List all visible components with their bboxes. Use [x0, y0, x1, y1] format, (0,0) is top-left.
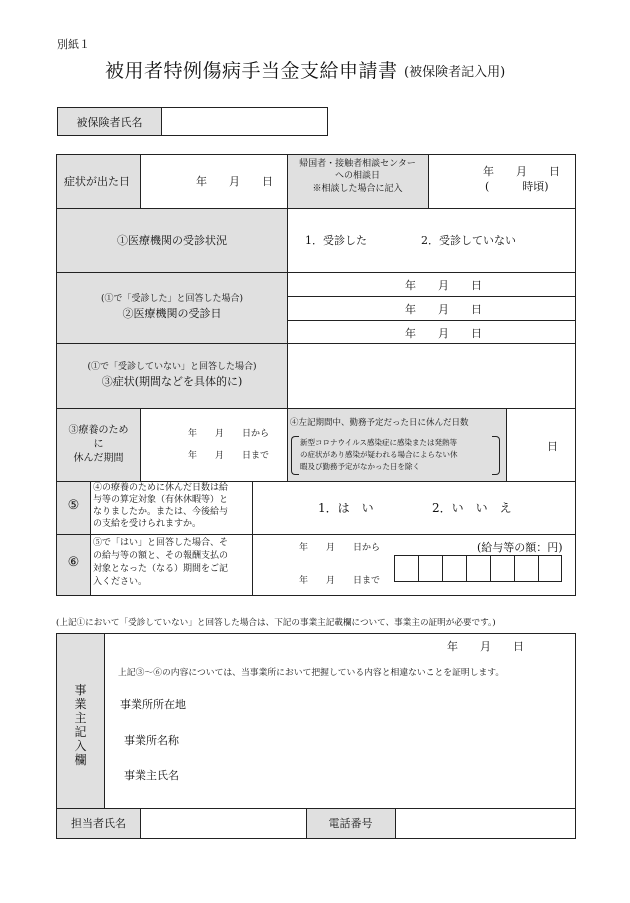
q4-label: ④左記期間中、勤務予定だった日に休んだ日数	[290, 418, 469, 428]
q2-label-condition: (①で「受診した」と回答した場合)	[100, 294, 244, 304]
consult-label-1: 帰国者・接触者相談センター	[299, 159, 416, 169]
contact-name-label: 担当者氏名	[71, 817, 126, 830]
q3-symptom-field[interactable]	[288, 344, 575, 408]
owner-name-label: 事業主氏名	[124, 769, 179, 782]
row-divider	[57, 534, 575, 535]
q4-note-1: 新型コロナウイルス感染症に感染または発熱等	[300, 438, 458, 447]
q5-text-4: の支給を受けられますか。	[93, 519, 202, 529]
q4-note-bracket-left	[291, 436, 299, 475]
row-divider	[287, 296, 575, 297]
office-name-label: 事業所名称	[124, 734, 179, 747]
rest-from-date[interactable]: 年 月 日から	[188, 429, 270, 439]
employer-side-char: 事	[74, 683, 87, 697]
digit-divider	[442, 555, 443, 582]
contact-name-field[interactable]	[141, 809, 306, 838]
digit-divider	[490, 555, 491, 582]
q6-text-1: ⑤で「はい」と回答した場合、そ	[93, 538, 229, 548]
q6-text-3: 対象となった（なる）期間をご記	[93, 564, 229, 574]
q2-date-1[interactable]: 年 月 日	[405, 279, 482, 292]
q5-option-no[interactable]: 2．い い え	[432, 501, 512, 515]
q2-date-3[interactable]: 年 月 日	[405, 327, 482, 340]
row-divider	[57, 408, 575, 409]
col-divider	[287, 409, 288, 481]
q5-text-2: 与等の算定対象（有休休暇等）と	[93, 495, 229, 505]
phone-label: 電話番号	[328, 817, 373, 830]
employer-side-char: 欄	[74, 753, 87, 767]
q6-to-date[interactable]: 年 月 日まで	[299, 576, 381, 586]
consult-label-3: ※相談した場合に記入	[312, 184, 403, 194]
form-subtitle: (被保険者記入用)	[404, 65, 506, 80]
q6-amount-label: (給与等の額：円)	[477, 541, 563, 554]
form-title: 被用者特例傷病手当金支給申請書	[105, 60, 398, 82]
rest-label-3: 休んだ期間	[73, 453, 124, 464]
q5-option-yes[interactable]: 1．は い	[318, 501, 374, 515]
q3-label: ③症状(期間などを具体的に)	[101, 375, 243, 388]
insured-name-label-cell	[57, 107, 162, 136]
col-divider	[90, 482, 91, 595]
col-divider	[140, 409, 141, 481]
q2-date-2[interactable]: 年 月 日	[405, 303, 482, 316]
employer-side-char: 記	[74, 725, 87, 739]
row-divider	[57, 272, 575, 273]
owner-name-field[interactable]	[200, 765, 570, 785]
q4-note-3: 暇及び勤務予定がなかった日を除く	[300, 462, 420, 471]
col-divider	[428, 155, 429, 208]
symptom-date-label: 症状が出た日	[64, 175, 130, 188]
employer-side-char: 主	[74, 711, 87, 725]
insured-name-field[interactable]	[161, 107, 328, 136]
employer-section-note: (上記①において「受診していない」と回答した場合は、下記の事業主記載欄について、事業主の証明が必要です。)	[56, 618, 496, 628]
q1-option-visited[interactable]: 1．受診した	[305, 234, 367, 247]
q4-days-unit: 日	[547, 440, 558, 453]
q6-text-2: の給与等の額と、その報酬支払の	[93, 551, 229, 561]
office-address-field[interactable]	[200, 694, 570, 714]
q3-label-condition: (①で「受診していない」と回答した場合)	[87, 362, 257, 372]
office-address-label: 事業所所在地	[120, 698, 186, 711]
digit-divider	[538, 555, 539, 582]
col-divider	[252, 482, 253, 595]
employer-side-label	[57, 683, 104, 767]
q2-label: ②医療機関の受診日	[122, 307, 222, 320]
row-divider	[57, 208, 575, 209]
consult-date-value[interactable]: 年 月 日	[483, 165, 560, 178]
q1-option-not-visited[interactable]: 2．受診していない	[421, 234, 516, 247]
col-divider	[104, 634, 105, 808]
q4-note-2: の症状があり感染が疑われる場合によらない休	[300, 450, 458, 459]
q6-text-4: 入ください。	[93, 577, 148, 587]
q4-note-bracket-right	[492, 436, 500, 475]
rest-label-2: に	[93, 439, 104, 450]
employer-certify-text: 上記③～⑥の内容については、当事業所において把握している内容と相違ないことを証明します。	[118, 668, 505, 678]
employer-side-char: 入	[74, 739, 87, 753]
q5-number: ⑤	[67, 498, 80, 513]
q6-number: ⑥	[67, 555, 80, 570]
row-divider	[57, 481, 575, 482]
digit-divider	[466, 555, 467, 582]
insured-name-label: 被保険者氏名	[76, 116, 143, 129]
col-divider	[140, 155, 141, 208]
office-name-field[interactable]	[200, 730, 570, 750]
digit-divider	[418, 555, 419, 582]
row-divider	[287, 320, 575, 321]
q1-label: ①医療機関の受診状況	[117, 234, 227, 247]
q6-from-date[interactable]: 年 月 日から	[299, 543, 381, 553]
employer-date[interactable]: 年 月 日	[447, 640, 524, 653]
q5-text-3: なりましたか。または、今後給与	[93, 507, 229, 517]
col-divider	[506, 409, 507, 481]
q5-text-1: ④の療養のために休んだ日数は給	[93, 483, 229, 493]
digit-divider	[514, 555, 515, 582]
consult-time-value[interactable]: ( 時頃)	[485, 180, 549, 193]
symptom-date-value[interactable]: 年 月 日	[196, 175, 273, 188]
consult-label-2: への相談日	[334, 171, 380, 181]
rest-to-date[interactable]: 年 月 日まで	[188, 451, 270, 461]
phone-field[interactable]	[396, 809, 575, 838]
attachment-label: 別紙１	[57, 38, 90, 51]
q6-amount-field[interactable]	[394, 555, 562, 582]
employer-side-char: 業	[74, 697, 87, 711]
rest-label-1: ③療養のため	[68, 425, 129, 436]
